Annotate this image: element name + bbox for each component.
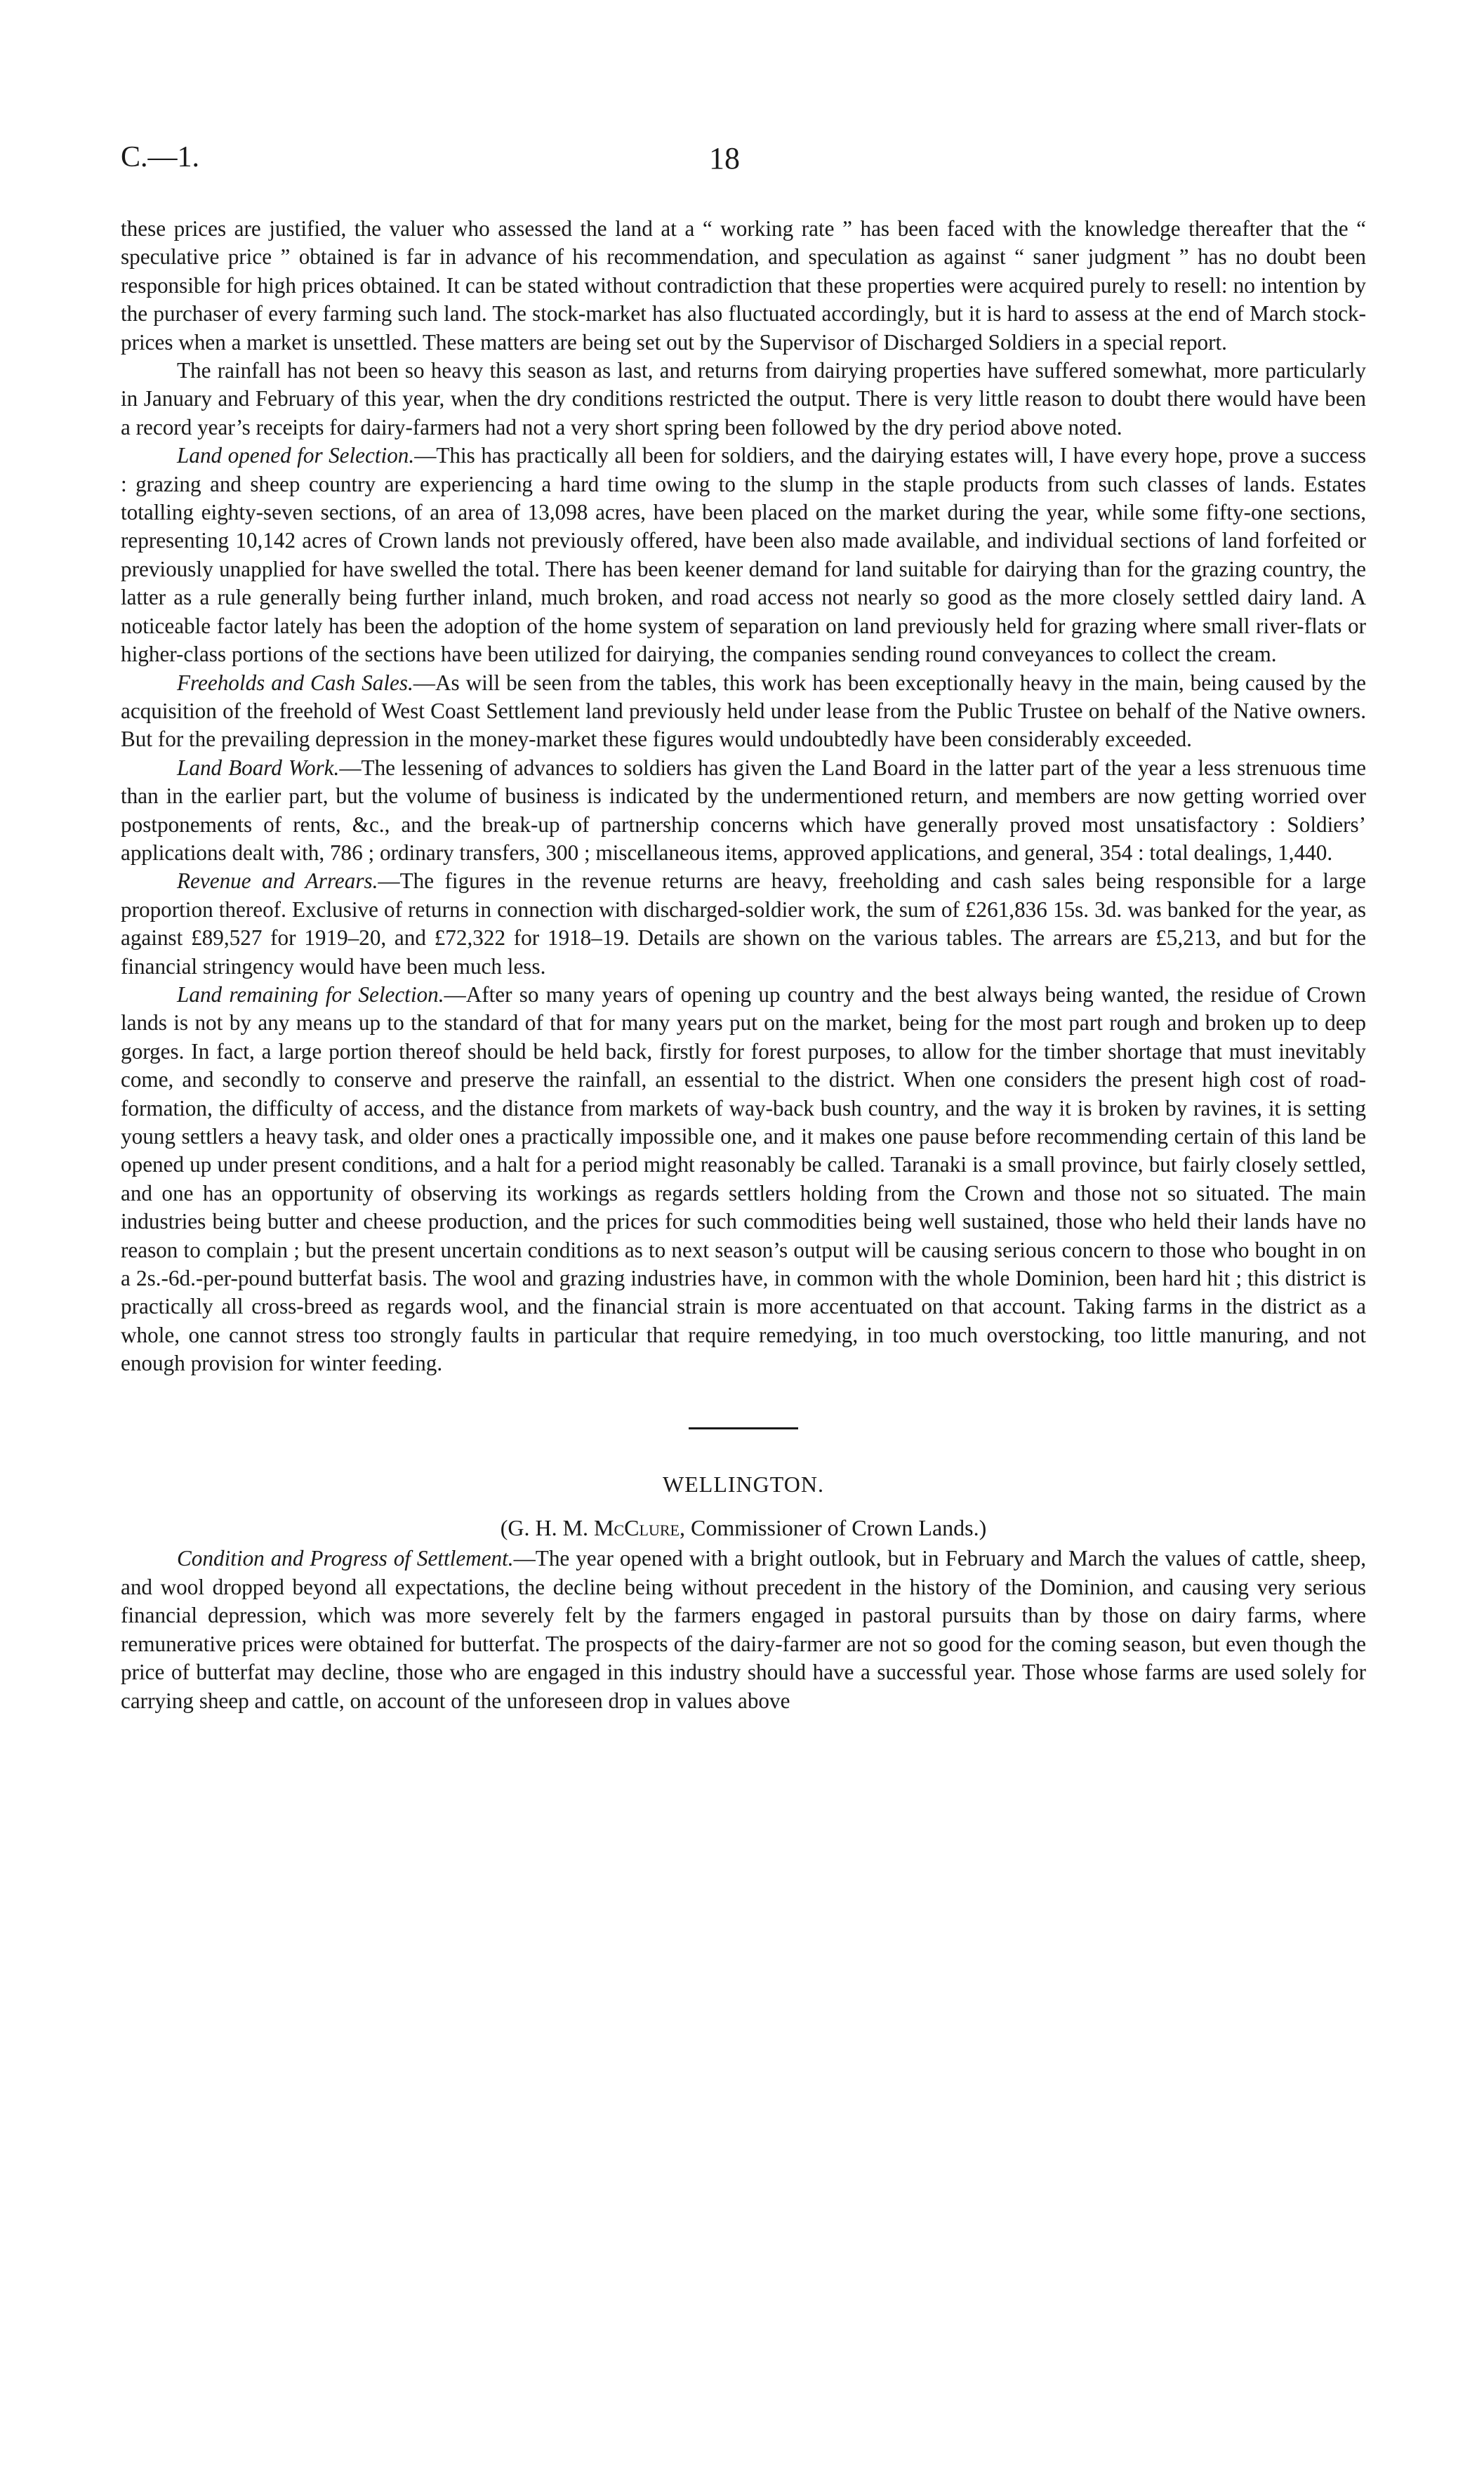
paragraph-text: —The figures in the revenue returns are heavy, freeholding and cash sales being responsible for a large proportion thereof. Exclusive of returns in connection with discharged-soldier work, the sum of £261,836 15s. 3d. was banked for the year, as against £89,527 for 1919–20, and £72,322 for 1918–19. Details are shown on the various tables. The arrears are £5,213, and but for the financial stringency would have been much less.: [121, 868, 1366, 979]
paragraph-text: these prices are justified, the valuer who assessed the land at a “ working rate ” has been faced with the knowledge thereafter that the “ speculative price ” obtained is far in advance of his recommendation, and speculation as against “ saner judgment ” has no doubt been responsible for high prices obtained. It can be stated without contradiction that these properties were acquired purely to resell: no intention by the purchaser of every farming such land. The stock-market has also fluctuated accordingly, but it is hard to assess at the end of March stock-prices when a market is unsettled. These matters are being set out by the Supervisor of Discharged Soldiers in a special report.: [121, 216, 1366, 355]
paragraph-heading: Land remaining for Selection.: [177, 981, 444, 1007]
page-number: 18: [709, 141, 740, 176]
page-header: [121, 140, 1366, 183]
document-reference: C.—1.: [121, 141, 200, 173]
paragraph-land-board: [121, 754, 1366, 868]
paragraph-heading: Revenue and Arrears.: [177, 868, 378, 894]
paragraph-rainfall: [121, 357, 1366, 442]
paragraph-text: —The lessening of advances to soldiers has given the Land Board in the latter part of the year a less strenuous time than in the earlier part, but the volume of business is indicated by the undermentioned return, and members are now getting worried over postponements of rents, &c., and the break-up of partnership concerns which have generally proved most unsatisfactory : Soldiers’ applications dealt with, 786 ; ordinary transfers, 300 ; miscellaneous items, approved applications, and general, 354 : total dealings, 1,440.: [121, 755, 1366, 865]
commissioner-line: [121, 1514, 1366, 1542]
paragraph-heading: Land opened for Selection.: [177, 443, 415, 468]
paragraph-heading: Land Board Work.: [177, 755, 340, 780]
paragraph-text: —After so many years of opening up country and the best always being wanted, the residue of Crown lands is not by any means up to the standard of that for many years put on the market, being for the most part rough and broken up to deep gorges. In fact, a large portion thereof should be held back, firstly for forest purposes, to allow for the timber shortage that must inevitably come, and secondly to conserve and preserve the rainfall, an essential to the district. When one considers the present high cost of road-formation, the difficulty of access, and the distance from markets of way-back bush country, and the way it is broken by ravines, it is setting young settlers a heavy task, and older ones a practically impossible one, and it makes one pause before recommending certain of this land be opened up under present conditions, and a halt for a period might reasonably be called. Taranaki is a small province, but fairly closely settled, and one has an opportunity of observing its workings as regards settlers holding from the Crown and those not so situated. The main industries being butter and cheese production, and the prices for such commodities being well sustained, those who held their lands have no reason to complain ; but the present uncertain conditions as to next season’s output will be causing serious concern to those who bought in on a 2s.-6d.-per-pound butterfat basis. The wool and grazing industries have, in common with the whole Dominion, been hard hit ; this district is practically all cross-breed as regards wool, and the financial strain is more accentuated on that account. Taking farms in the district as a whole, one cannot stress too strongly faults in particular that require remedying, in too much overstocking, too little manuring, and not enough provision for winter feeding.: [121, 981, 1366, 1376]
paragraph-freeholds: [121, 669, 1366, 754]
paragraph-land-remaining: [121, 981, 1366, 1378]
paragraph-heading: Condition and Progress of Settlement.: [177, 1546, 514, 1571]
paragraph-continuation: [121, 215, 1366, 357]
paragraph-heading: Freeholds and Cash Sales.: [177, 670, 413, 695]
paragraph-text: —This has practically all been for soldiers, and the dairying estates will, I have every hope, prove a success : grazing and sheep country are experiencing a hard time owing to the slump in the staple products from such classes of lands. Estates totalling eighty-seven sections, of an area of 13,098 acres, have been placed on the market during the year, while some fifty-one sections, representing 10,142 acres of Crown lands not previously offered, have been also made available, and individual sections of land forfeited or previously unapplied for have swelled the total. There has been keener demand for land suitable for dairying than for the grazing country, the latter as a rule generally being further inland, much broken, and road access not nearly so good as the more closely settled dairy land. A noticeable factor lately has been the adoption of the home system of separation on land previously held for grazing where small river-flats or higher-class portions of the sections have been utilized for dairying, the companies sending round conveyances to collect the cream.: [121, 443, 1366, 667]
section-title: WELLINGTON.: [663, 1471, 824, 1497]
section-divider: [689, 1427, 798, 1429]
paragraph-condition-progress: [121, 1545, 1366, 1714]
paragraph-land-opened: [121, 442, 1366, 668]
paragraph-text: —The year opened with a bright outlook, but in February and March the values of cattle, sheep, and wool dropped beyond all expectations, the decline being without precedent in the history of the Dominion, and causing very serious financial depression, which was more severely felt by the farmers engaged in pastoral pursuits than by those on dairy farms, where remunerative prices were obtained for butterfat. The prospects of the dairy-farmer are not so good for the coming season, but even though the price of butterfat may decline, those who are engaged in this industry should have a successful year. Those whose farms are used solely for carrying sheep and cattle, on account of the unforeseen drop in values above: [121, 1546, 1366, 1713]
paragraph-text: The rainfall has not been so heavy this season as last, and returns from dairying properties have suffered somewhat, more particularly in January and February of this year, when the dry conditions restricted the output. There is very little reason to doubt there would have been a record year’s receipts for dairy-farmers had not a very short spring been followed by the dry period above noted.: [121, 358, 1366, 439]
commissioner-open: (G. H. M.: [500, 1515, 595, 1541]
paragraph-text: —As will be seen from the tables, this work has been exceptionally heavy in the main, being caused by the acquisition of the freehold of West Coast Settlement land previously held under lease from the Public Trustee on behalf of the Native owners. But for the prevailing depression in the money-market these figures would undoubtedly have been considerably exceeded.: [121, 670, 1366, 752]
commissioner-name: McClure: [594, 1515, 680, 1541]
commissioner-close: , Commissioner of Crown Lands.): [679, 1515, 987, 1541]
paragraph-revenue: [121, 867, 1366, 981]
page-body: [121, 215, 1366, 1715]
